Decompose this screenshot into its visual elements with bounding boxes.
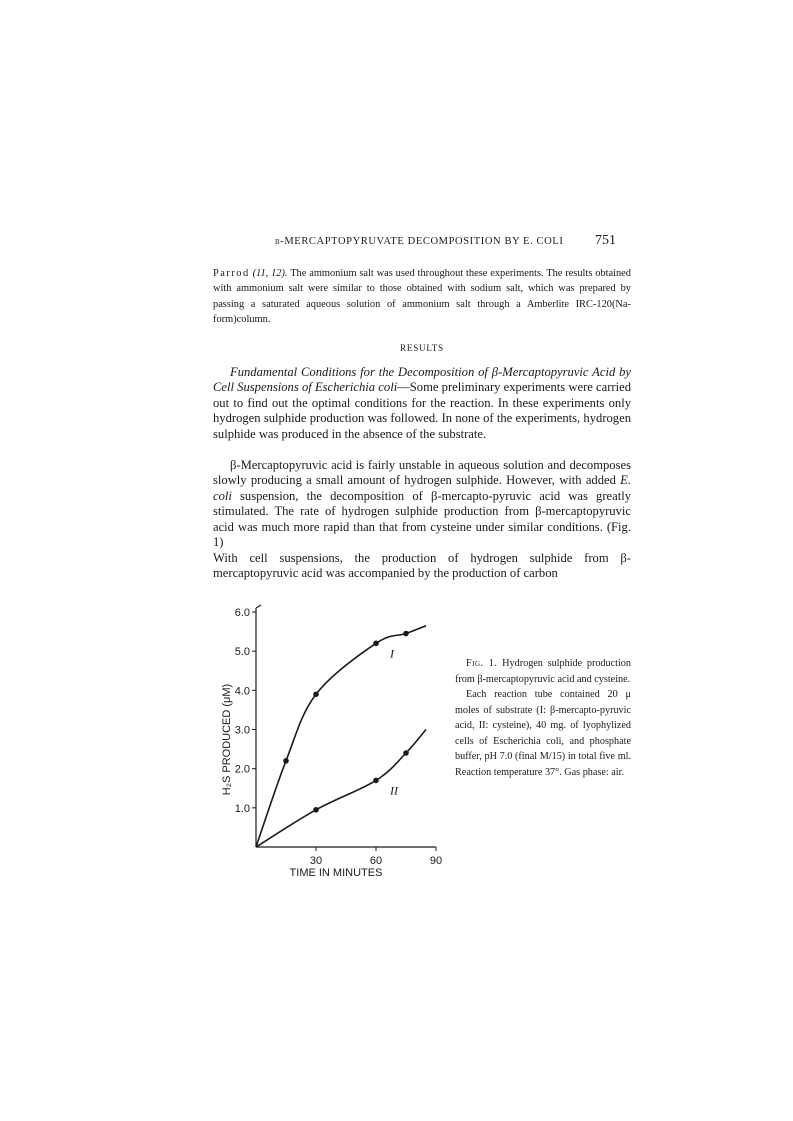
paragraph-text: —Some preliminary experiments were carried out to find out the optimal conditions for the reaction. In these experiments only hydrogen sulphide production was followed. In none of the experiments, hydrogen sulphide was produced in the absence of the substrate.	[213, 380, 631, 441]
x-tick-label: 60	[369, 855, 383, 867]
results-heading: RESULTS	[400, 343, 444, 353]
paragraph-text: suspension, the decomposition of β-mercapto-pyruvic acid was greatly stimulated. The rate of hydrogen sulphide production from β-mercaptopyruvic acid was much more rapid than that from cysteine under similar conditions. (Fig. 1)	[213, 488, 631, 550]
y-tick-label: 3.0	[234, 724, 250, 737]
y-axis-cap	[256, 605, 261, 608]
data-point-II	[373, 778, 379, 784]
data-point-I	[373, 641, 379, 647]
results-paragraph-2	[213, 458, 631, 550]
author-name: Parrod	[213, 268, 250, 279]
data-point-I	[403, 631, 409, 637]
reference-numbers: (11, 12).	[252, 268, 288, 279]
y-tick-label: 5.0	[234, 646, 250, 659]
series-line-II	[256, 730, 426, 848]
species-name: E. coli	[213, 473, 631, 503]
y-tick-label: 1.0	[234, 802, 250, 815]
chart-root	[221, 605, 442, 879]
caption-title: Hydrogen sulphide production from β-mercaptopyruvic acid and cysteine.	[455, 658, 631, 685]
data-point-I	[313, 691, 319, 697]
y-axis-label: H₂S PRODUCED (μM)	[221, 683, 233, 796]
y-tick-label: 4.0	[234, 685, 250, 698]
results-paragraph-3: With cell suspensions, the production of hydrogen sulphide from β-mercaptopyruvic acid was accompanied by the production of carbon	[213, 551, 631, 581]
paragraph-title: Fundamental Conditions for the Decomposition of β-Mercaptopyruvic Acid by Cell Suspensions of Escherichia coli	[213, 365, 631, 395]
x-axis-label: TIME IN MINUTES	[289, 867, 383, 879]
y-tick-label: 2.0	[234, 763, 250, 776]
caption-title-line	[455, 656, 631, 687]
data-point-II	[403, 750, 409, 756]
series-label-II: II	[390, 783, 398, 798]
results-paragraph-1	[213, 365, 631, 442]
figure-caption	[455, 656, 631, 780]
running-head: β-MERCAPTOPYRUVATE DECOMPOSITION BY E. COLI	[275, 236, 564, 247]
caption-body: Each reaction tube contained 20 μ moles of substrate (I: β-mercapto-pyruvic acid, II: cysteine), 40 mg. of lyophylized cells of Escherichia coli, and phosphate buffer, pH 7.0 (final M/15) in total five ml. Reaction temperature 37°. Gas phase: air.	[455, 689, 631, 778]
y-tick-label: 6.0	[234, 607, 250, 619]
data-point-II	[313, 807, 319, 813]
page-number: 751	[595, 233, 616, 248]
series-label-I: I	[390, 646, 394, 661]
intro-paragraph	[213, 266, 631, 328]
data-point-I	[283, 758, 289, 764]
figure-chart	[190, 590, 450, 880]
x-tick-label: 30	[309, 855, 323, 867]
figure-label: Fig. 1.	[466, 658, 498, 669]
paragraph-text: β-Mercaptopyruvic acid is fairly unstable in aqueous solution and decomposes slowly producing a small amount of hydrogen sulphide. However, with added	[213, 458, 631, 488]
intro-text: The ammonium salt was used throughout these experiments. The results obtained with ammonium salt were similar to those obtained with sodium salt, which was prepared by passing a saturated aqueous solution of ammonium salt through a Amberlite IRC-120(Na-form)column.	[213, 268, 631, 326]
x-tick-label: 90	[429, 855, 443, 867]
series-line-I	[256, 626, 426, 847]
